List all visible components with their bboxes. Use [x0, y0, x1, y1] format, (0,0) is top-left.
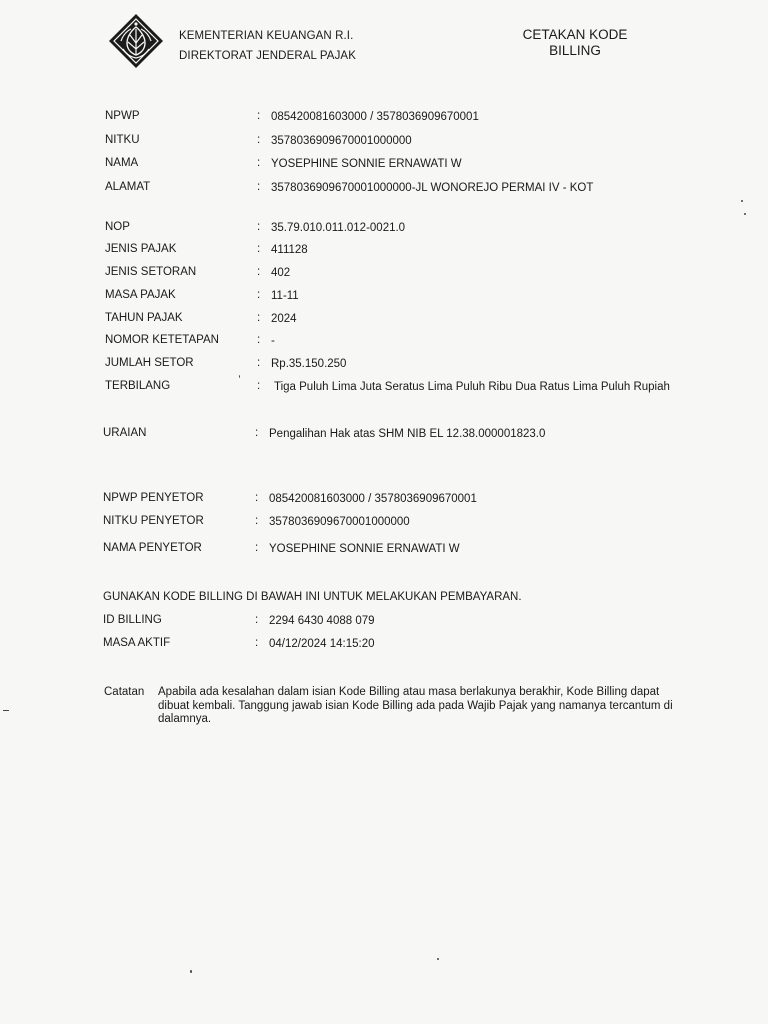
field-value: 2294 6430 4088 079 — [269, 615, 375, 627]
field-colon: : — [257, 181, 261, 193]
field-nitku — [0, 134, 768, 152]
field-value: 3578036909670001000000-JL WONOREJO PERMAI IV - KOT — [271, 182, 594, 194]
scan-speck — [744, 213, 746, 215]
field-nitku-penyetor — [0, 515, 768, 533]
field-npwp — [0, 110, 768, 128]
field-label: NAMA — [105, 157, 139, 169]
field-label: TAHUN PAJAK — [105, 312, 183, 324]
field-colon: : — [257, 266, 261, 278]
directorate-name: DIREKTORAT JENDERAL PAJAK — [179, 50, 356, 62]
field-jumlah-setor — [0, 357, 768, 375]
field-label: ALAMAT — [105, 181, 151, 193]
field-colon: : — [255, 492, 259, 504]
field-colon: : — [257, 157, 261, 169]
field-colon: : — [255, 614, 259, 626]
field-label: NOP — [105, 221, 130, 233]
scan-speck — [239, 375, 240, 378]
field-colon: : — [255, 515, 259, 527]
field-label: NOMOR KETETAPAN — [105, 334, 219, 346]
field-label: JENIS PAJAK — [105, 243, 177, 255]
field-colon: : — [255, 542, 259, 554]
field-value: YOSEPHINE SONNIE ERNAWATI W — [271, 158, 462, 170]
field-value: 11-11 — [271, 290, 299, 302]
field-terbilang — [0, 380, 768, 398]
field-label: NPWP — [105, 110, 140, 122]
ministry-name: KEMENTERIAN KEUANGAN R.I. — [179, 30, 354, 42]
scan-speck — [190, 970, 192, 973]
field-colon: : — [257, 243, 261, 255]
field-label: NAMA PENYETOR — [103, 542, 202, 554]
document-title-line2: BILLING — [549, 43, 601, 58]
field-value: 085420081603000 / 3578036909670001 — [269, 493, 477, 505]
field-value: 402 — [271, 267, 291, 279]
field-value: Pengalihan Hak atas SHM NIB EL 12.38.000001823.0 — [269, 428, 546, 440]
field-value: Rp.35.150.250 — [271, 358, 347, 370]
document-title — [505, 27, 645, 59]
field-npwp-penyetor — [0, 492, 768, 510]
field-alamat — [0, 181, 768, 199]
field-label: MASA PAJAK — [105, 289, 176, 301]
field-colon: : — [257, 312, 261, 324]
field-value: 04/12/2024 14:15:20 — [269, 638, 375, 650]
note-label: Catatan — [104, 686, 145, 698]
field-id-billing — [0, 614, 768, 632]
field-colon: : — [257, 221, 261, 233]
field-colon: : — [255, 427, 259, 439]
note-text: Apabila ada kesalahan dalam isian Kode Billing atau masa berlakunya berakhir, Kode Billing dapat dibuat kembali. Tanggung jawab isian Kode Billing ada pada Wajib Pajak yang namanya tercantum di dalamnya. — [158, 686, 673, 725]
scan-speck — [437, 958, 439, 960]
field-label: JUMLAH SETOR — [105, 357, 194, 369]
field-masa-pajak — [0, 289, 768, 307]
document-title-line1: CETAKAN KODE — [522, 27, 628, 42]
field-jenis-pajak — [0, 243, 768, 261]
field-value: 3578036909670001000000 — [271, 135, 412, 147]
field-colon: : — [257, 134, 261, 146]
field-nomor-ketetapan — [0, 334, 768, 352]
field-tahun-pajak — [0, 312, 768, 330]
field-label: URAIAN — [103, 427, 147, 439]
field-nop — [0, 221, 768, 239]
scan-speck — [741, 200, 743, 202]
field-label: ID BILLING — [103, 614, 162, 626]
field-label: JENIS SETORAN — [105, 266, 197, 278]
field-uraian — [0, 427, 768, 445]
field-masa-aktif — [0, 637, 768, 655]
field-label: TERBILANG — [105, 380, 171, 392]
field-nama — [0, 157, 768, 175]
field-colon: : — [255, 637, 259, 649]
field-label: NITKU — [105, 134, 140, 146]
field-colon: : — [257, 289, 261, 301]
field-jenis-setoran — [0, 266, 768, 284]
organization-name — [179, 26, 356, 66]
field-value: 35.79.010.011.012-0021.0 — [271, 222, 406, 234]
field-value: - — [271, 335, 275, 347]
ministry-emblem-icon — [107, 13, 165, 69]
field-colon: : — [257, 110, 261, 122]
field-value: 2024 — [271, 313, 297, 325]
field-label: NITKU PENYETOR — [103, 515, 204, 527]
scan-speck — [3, 710, 9, 711]
field-nama-penyetor — [0, 542, 768, 560]
field-value: YOSEPHINE SONNIE ERNAWATI W — [269, 543, 460, 555]
payment-instruction: GUNAKAN KODE BILLING DI BAWAH INI UNTUK MELAKUKAN PEMBAYARAN. — [103, 591, 522, 603]
field-value: 3578036909670001000000 — [269, 516, 410, 528]
field-label: MASA AKTIF — [103, 637, 171, 649]
field-value: Tiga Puluh Lima Juta Seratus Lima Puluh Ribu Dua Ratus Lima Puluh Rupiah — [274, 381, 670, 393]
field-colon: : — [257, 334, 261, 346]
field-value: 085420081603000 / 3578036909670001 — [271, 111, 479, 123]
field-colon: : — [257, 357, 261, 369]
field-label: NPWP PENYETOR — [103, 492, 204, 504]
field-value: 411128 — [271, 244, 308, 256]
field-colon: : — [257, 380, 261, 392]
